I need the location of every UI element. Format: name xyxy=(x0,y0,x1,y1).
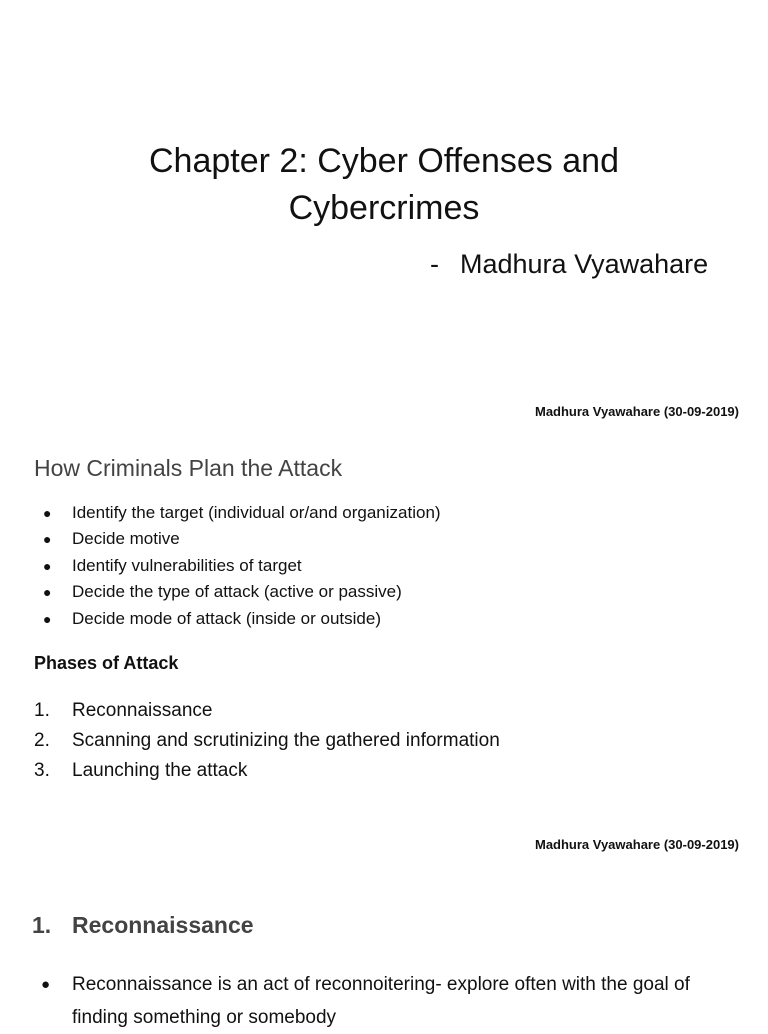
list-item-text: Reconnaissance is an act of reconnoitering- explore often with the goal of finding something or somebody xyxy=(72,974,690,1028)
list-item-text: Identify vulnerabilities of target xyxy=(72,555,302,575)
author-line xyxy=(430,246,708,282)
list-item xyxy=(34,696,500,726)
list-item xyxy=(34,500,441,526)
list-item-number: 3. xyxy=(34,760,50,781)
list-item-number: 2. xyxy=(34,730,50,751)
list-item xyxy=(34,606,441,632)
bullet-dot-icon: ● xyxy=(43,610,52,627)
list-item-number: 1. xyxy=(34,700,50,721)
list-item xyxy=(34,526,441,552)
list-item xyxy=(34,756,500,786)
heading-number: 1. xyxy=(32,912,52,938)
bullet-dot-icon: ● xyxy=(43,505,52,521)
chapter-title-line-2: Cybercrimes xyxy=(288,189,480,227)
plan-attack-bullets xyxy=(34,500,441,632)
list-item-text: Scanning and scrutinizing the gathered information xyxy=(72,730,500,751)
list-item-text: Decide motive xyxy=(72,529,180,549)
list-item-text: Identify the target (individual or/and organization) xyxy=(72,503,441,522)
bullet-dot-icon: ● xyxy=(43,584,52,601)
bullet-dot-icon: ● xyxy=(43,557,52,574)
list-item-text: Reconnaissance xyxy=(72,700,213,721)
bullet-dot-icon: ● xyxy=(41,976,51,993)
list-item-text: Launching the attack xyxy=(72,760,248,781)
author-name: Madhura Vyawahare xyxy=(460,249,709,279)
bullet-dot-icon: ● xyxy=(43,531,52,548)
chapter-title xyxy=(0,138,768,232)
reconnaissance-bullets xyxy=(34,968,734,1034)
list-item xyxy=(34,968,734,1034)
reconnaissance-heading xyxy=(32,909,254,941)
list-item xyxy=(34,553,441,579)
slide-footer-1: Madhura Vyawahare (30-09-2019) xyxy=(534,404,739,419)
phases-list xyxy=(34,696,500,786)
list-item-text: Decide mode of attack (inside or outside) xyxy=(72,608,381,628)
list-item xyxy=(34,579,441,605)
phases-heading: Phases of Attack xyxy=(34,653,179,673)
list-item-text: Decide the type of attack (active or passive) xyxy=(72,582,402,602)
list-item xyxy=(34,726,500,756)
plan-attack-heading: How Criminals Plan the Attack xyxy=(34,455,343,481)
chapter-title-line-1: Chapter 2: Cyber Offenses and xyxy=(149,142,619,180)
slide-footer-2: Madhura Vyawahare (30-09-2019) xyxy=(534,837,739,852)
heading-text: Reconnaissance xyxy=(72,912,254,938)
author-dash: - xyxy=(430,249,439,279)
